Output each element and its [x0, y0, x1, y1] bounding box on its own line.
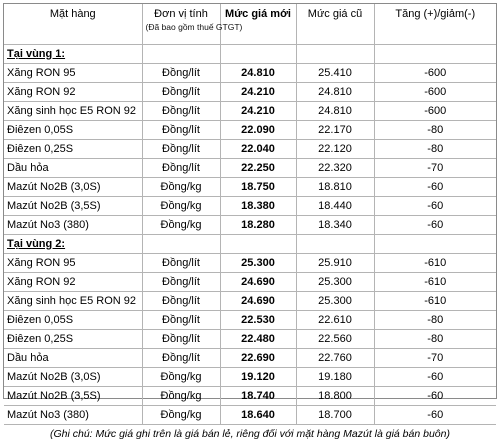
change-cell: -600 — [374, 102, 496, 121]
item-cell: Dầu hỏa — [4, 159, 142, 178]
old-price-cell: 22.760 — [296, 349, 374, 368]
empty-cell — [374, 45, 496, 64]
change-cell: -80 — [374, 330, 496, 349]
old-price-cell: 22.170 — [296, 121, 374, 140]
unit-cell: Đồng/lít — [142, 121, 220, 140]
unit-cell: Đồng/kg — [142, 406, 220, 425]
item-cell: Xăng RON 95 — [4, 64, 142, 83]
new-price-cell: 22.530 — [220, 311, 296, 330]
item-cell: Mazút No2B (3,5S) — [4, 387, 142, 406]
item-cell: Điêzen 0,25S — [4, 140, 142, 159]
old-price-cell: 22.560 — [296, 330, 374, 349]
item-cell: Xăng sinh học E5 RON 92 — [4, 292, 142, 311]
change-cell: -80 — [374, 311, 496, 330]
item-cell: Mazút No2B (3,0S) — [4, 178, 142, 197]
item-cell: Mazút No2B (3,5S) — [4, 197, 142, 216]
table-row — [4, 197, 496, 216]
new-price-cell: 24.210 — [220, 102, 296, 121]
new-price-cell: 25.300 — [220, 254, 296, 273]
new-price-cell: 18.280 — [220, 216, 296, 235]
old-price-cell: 19.180 — [296, 368, 374, 387]
change-cell: -610 — [374, 292, 496, 311]
table-row — [4, 216, 496, 235]
change-cell: -80 — [374, 121, 496, 140]
table-row — [4, 159, 496, 178]
change-cell: -70 — [374, 159, 496, 178]
header-item: Mặt hàng — [4, 4, 142, 45]
item-cell: Xăng RON 92 — [4, 273, 142, 292]
table-row — [4, 178, 496, 197]
unit-cell: Đồng/lít — [142, 83, 220, 102]
old-price-cell: 18.800 — [296, 387, 374, 406]
empty-cell — [220, 45, 296, 64]
empty-cell — [374, 235, 496, 254]
new-price-cell: 22.480 — [220, 330, 296, 349]
new-price-cell: 18.380 — [220, 197, 296, 216]
header-row — [4, 4, 496, 45]
new-price-cell: 18.740 — [220, 387, 296, 406]
table-row — [4, 330, 496, 349]
fuel-price-table-sheet — [3, 3, 497, 399]
table-row — [4, 406, 496, 425]
unit-cell: Đồng/lít — [142, 64, 220, 83]
table-row — [4, 292, 496, 311]
unit-cell: Đồng/kg — [142, 216, 220, 235]
change-cell: -610 — [374, 273, 496, 292]
new-price-cell: 18.750 — [220, 178, 296, 197]
unit-cell: Đồng/lít — [142, 311, 220, 330]
table-row — [4, 273, 496, 292]
unit-cell: Đồng/kg — [142, 178, 220, 197]
empty-cell — [142, 45, 220, 64]
new-price-cell: 22.090 — [220, 121, 296, 140]
unit-cell: Đồng/lít — [142, 273, 220, 292]
change-cell: -60 — [374, 368, 496, 387]
new-price-cell: 22.250 — [220, 159, 296, 178]
table-row — [4, 83, 496, 102]
region-title: Tại vùng 1: — [4, 45, 142, 64]
old-price-cell: 18.810 — [296, 178, 374, 197]
unit-cell: Đồng/lít — [142, 102, 220, 121]
old-price-cell: 25.910 — [296, 254, 374, 273]
unit-cell: Đồng/kg — [142, 368, 220, 387]
old-price-cell: 22.120 — [296, 140, 374, 159]
old-price-cell: 18.340 — [296, 216, 374, 235]
table-row — [4, 121, 496, 140]
change-cell: -610 — [374, 254, 496, 273]
old-price-cell: 25.300 — [296, 273, 374, 292]
empty-cell — [296, 45, 374, 64]
old-price-cell: 22.610 — [296, 311, 374, 330]
header-new-price: Mức giá mới — [220, 4, 296, 45]
change-cell: -60 — [374, 197, 496, 216]
item-cell: Dầu hỏa — [4, 349, 142, 368]
unit-cell: Đồng/lít — [142, 292, 220, 311]
table-row — [4, 387, 496, 406]
change-cell: -600 — [374, 64, 496, 83]
table-row — [4, 102, 496, 121]
item-cell: Điêzen 0,05S — [4, 121, 142, 140]
item-cell: Xăng RON 95 — [4, 254, 142, 273]
old-price-cell: 25.300 — [296, 292, 374, 311]
region-title: Tại vùng 2: — [4, 235, 142, 254]
item-cell: Mazút No3 (380) — [4, 216, 142, 235]
change-cell: -60 — [374, 406, 496, 425]
change-cell: -80 — [374, 140, 496, 159]
item-cell: Điêzen 0,05S — [4, 311, 142, 330]
new-price-cell: 22.040 — [220, 140, 296, 159]
header-change: Tăng (+)/giảm(-) — [374, 4, 496, 45]
item-cell: Xăng sinh học E5 RON 92 — [4, 102, 142, 121]
table-row — [4, 368, 496, 387]
header-old-price: Mức giá cũ — [296, 4, 374, 45]
unit-cell: Đồng/lít — [142, 140, 220, 159]
unit-cell: Đồng/lít — [142, 330, 220, 349]
table-row — [4, 311, 496, 330]
header-unit: Đơn vị tính (Đã bao gồm thuế GTGT) — [142, 4, 220, 45]
new-price-cell: 18.640 — [220, 406, 296, 425]
item-cell: Xăng RON 92 — [4, 83, 142, 102]
table-body — [4, 45, 496, 425]
new-price-cell: 22.690 — [220, 349, 296, 368]
item-cell: Mazút No3 (380) — [4, 406, 142, 425]
table-row — [4, 254, 496, 273]
old-price-cell: 25.410 — [296, 64, 374, 83]
fuel-price-table — [4, 4, 496, 443]
empty-cell — [220, 235, 296, 254]
change-cell: -60 — [374, 387, 496, 406]
new-price-cell: 24.810 — [220, 64, 296, 83]
old-price-cell: 24.810 — [296, 102, 374, 121]
change-cell: -600 — [374, 83, 496, 102]
table-row — [4, 64, 496, 83]
table-row — [4, 140, 496, 159]
unit-cell: Đồng/lít — [142, 159, 220, 178]
item-cell: Điêzen 0,25S — [4, 330, 142, 349]
empty-cell — [142, 235, 220, 254]
unit-cell: Đồng/lít — [142, 254, 220, 273]
header-unit-note: (Đã bao gồm thuế GTGT) — [146, 21, 217, 33]
old-price-cell: 24.810 — [296, 83, 374, 102]
old-price-cell: 18.700 — [296, 406, 374, 425]
new-price-cell: 19.120 — [220, 368, 296, 387]
old-price-cell: 22.320 — [296, 159, 374, 178]
change-cell: -60 — [374, 216, 496, 235]
region-header-row — [4, 235, 496, 254]
new-price-cell: 24.690 — [220, 273, 296, 292]
item-cell: Mazút No2B (3,0S) — [4, 368, 142, 387]
change-cell: -70 — [374, 349, 496, 368]
footnote: (Ghi chú: Mức giá ghi trên là giá bán lẻ, riêng đối với mặt hàng Mazút là giá bán buôn) — [4, 425, 496, 443]
new-price-cell: 24.690 — [220, 292, 296, 311]
unit-cell: Đồng/lít — [142, 349, 220, 368]
new-price-cell: 24.210 — [220, 83, 296, 102]
unit-cell: Đồng/kg — [142, 387, 220, 406]
region-header-row — [4, 45, 496, 64]
unit-cell: Đồng/kg — [142, 197, 220, 216]
change-cell: -60 — [374, 178, 496, 197]
empty-cell — [296, 235, 374, 254]
footnote-row — [4, 425, 496, 443]
table-row — [4, 349, 496, 368]
old-price-cell: 18.440 — [296, 197, 374, 216]
